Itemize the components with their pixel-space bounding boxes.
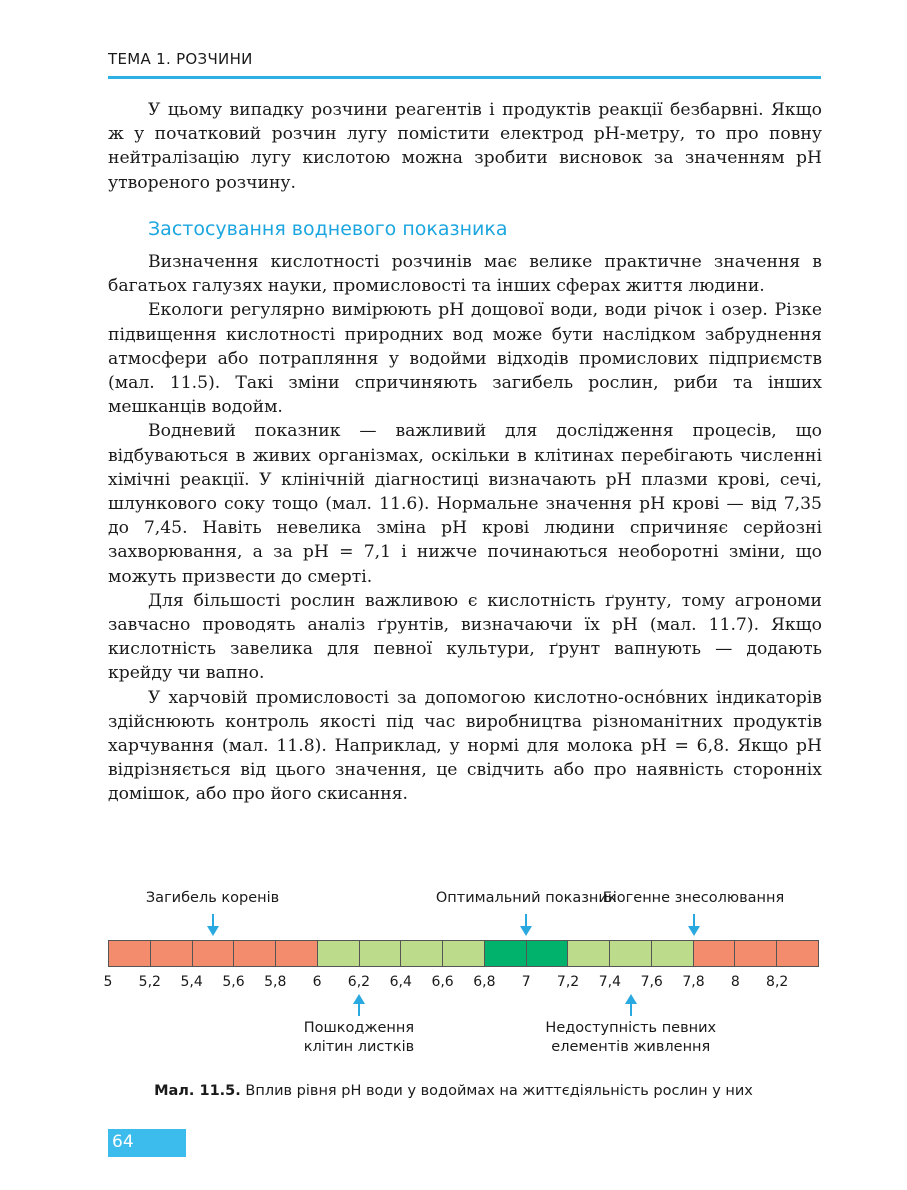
ph-tick-label: 6,2 — [347, 974, 371, 990]
paragraph: У цьому випадку розчини реагентів і продуктів реакції безбарвні. Якщо ж у початковий розчин лугу помістити електрод pH-метру, то про повну нейтралізацію лугу кислотою можна зробити висновок за значенням pH утвореного розчину. — [108, 100, 822, 193]
paragraph: Для більшості рослин важливою є кислотність ґрунту, тому агрономи завчасно проводять аналіз ґрунтів, визначаючи їх pH (мал. 11.7). Якщо кислотність завелика для певної культури, ґрунт вапнують — додають крейду чи вапно. — [108, 590, 822, 684]
ph-tick-label: 5,2 — [138, 974, 161, 990]
annotation-line: Пошкодження — [303, 1020, 415, 1036]
top-annotation-label: Загибель коренів — [145, 890, 280, 906]
section-body — [108, 250, 822, 807]
paragraph: У харчовій промисловості за допомогою кислотно-осно́вних індикаторів здійснюють контроль якості під час виробництва різноманітних продуктів харчування (мал. 11.8). Наприклад, у нормі для молока pH = 6,8. Якщо pH відрізняється від цього значення, це свідчить або про наявність сторонніх домішок, або про його скисання. — [108, 687, 822, 805]
bottom-annotation-label — [304, 1019, 414, 1057]
ph-tick-label: 7,6 — [640, 974, 663, 990]
ph-tick-label: 7,4 — [598, 974, 622, 990]
ph-tick-label: 5,8 — [264, 974, 287, 990]
ph-tick-label: 6,8 — [473, 974, 496, 990]
ph-tick-label: 5 — [103, 974, 113, 990]
header-divider — [108, 76, 821, 79]
paragraph: Водневий показник — важливий для дослідження процесів, що відбуваються в живих організмах, оскільки в клітинах перебігають численні хімічні реакції. У клінічній діагностиці визначають pH плазми крові, сечі, шлункового соку тощо (мал. 11.6). Нормальне значення pH крові — від 7,35 до 7,45. Навіть невелика зміна pH крові людини спричиняє серйозні захворювання, а за pH = 7,1 і нижче починаються необоротні зміни, що можуть призвести до смерті. — [108, 421, 822, 587]
ph-scale-figure — [100, 880, 830, 1070]
ph-tick-label: 6 — [312, 974, 322, 990]
ph-tick-label: 7,2 — [556, 974, 580, 990]
figure-caption — [0, 1083, 907, 1099]
annotation-line: клітин листків — [303, 1039, 415, 1055]
top-annotation-label: Оптимальний показник — [435, 890, 617, 906]
ph-tick-label: 7,8 — [682, 974, 705, 990]
annotation-line: елементів живлення — [551, 1039, 711, 1055]
page-number-badge — [108, 1129, 186, 1157]
caption-label: Мал. 11.5. — [154, 1083, 241, 1099]
bottom-annotation-label — [545, 1019, 716, 1057]
paragraph: Визначення кислотності розчинів має велике практичне значення в багатьох галузях науки, промисловості та інших сферах життя людини. — [108, 252, 822, 297]
paragraph: Екологи регулярно вимірюють pH дощової води, води річок і озер. Різке підвищення кислотності природних вод може бути наслідком забруднення атмосфери або потрапляння у водойми відходів промислових підприємств (мал. 11.5). Такі зміни спричиняють загибель рослин, риби та інших мешканців водойм. — [108, 300, 822, 418]
ph-tick-label: 6,4 — [389, 974, 412, 990]
top-annotation-label: Біогенне знесолювання — [602, 890, 785, 906]
page-header-title: ТЕМА 1. РОЗЧИНИ — [108, 50, 253, 68]
bottom-annotations — [100, 880, 830, 1070]
intro-paragraph-block — [108, 98, 822, 195]
ph-tick-label: 7 — [521, 974, 531, 990]
annotation-line: Недоступність певних — [545, 1020, 717, 1036]
ph-tick-label: 8,2 — [766, 974, 789, 990]
ph-tick-label: 8 — [730, 974, 740, 990]
ph-tick-label: 5,6 — [222, 974, 245, 990]
section-title: Застосування водневого показника — [148, 218, 508, 240]
caption-text: Вплив рівня pH води у водоймах на життєдіяльність рослин у них — [240, 1083, 753, 1099]
page-number: 64 — [112, 1132, 134, 1152]
ph-tick-label: 5,4 — [180, 974, 203, 990]
ph-tick-label: 6,6 — [431, 974, 454, 990]
